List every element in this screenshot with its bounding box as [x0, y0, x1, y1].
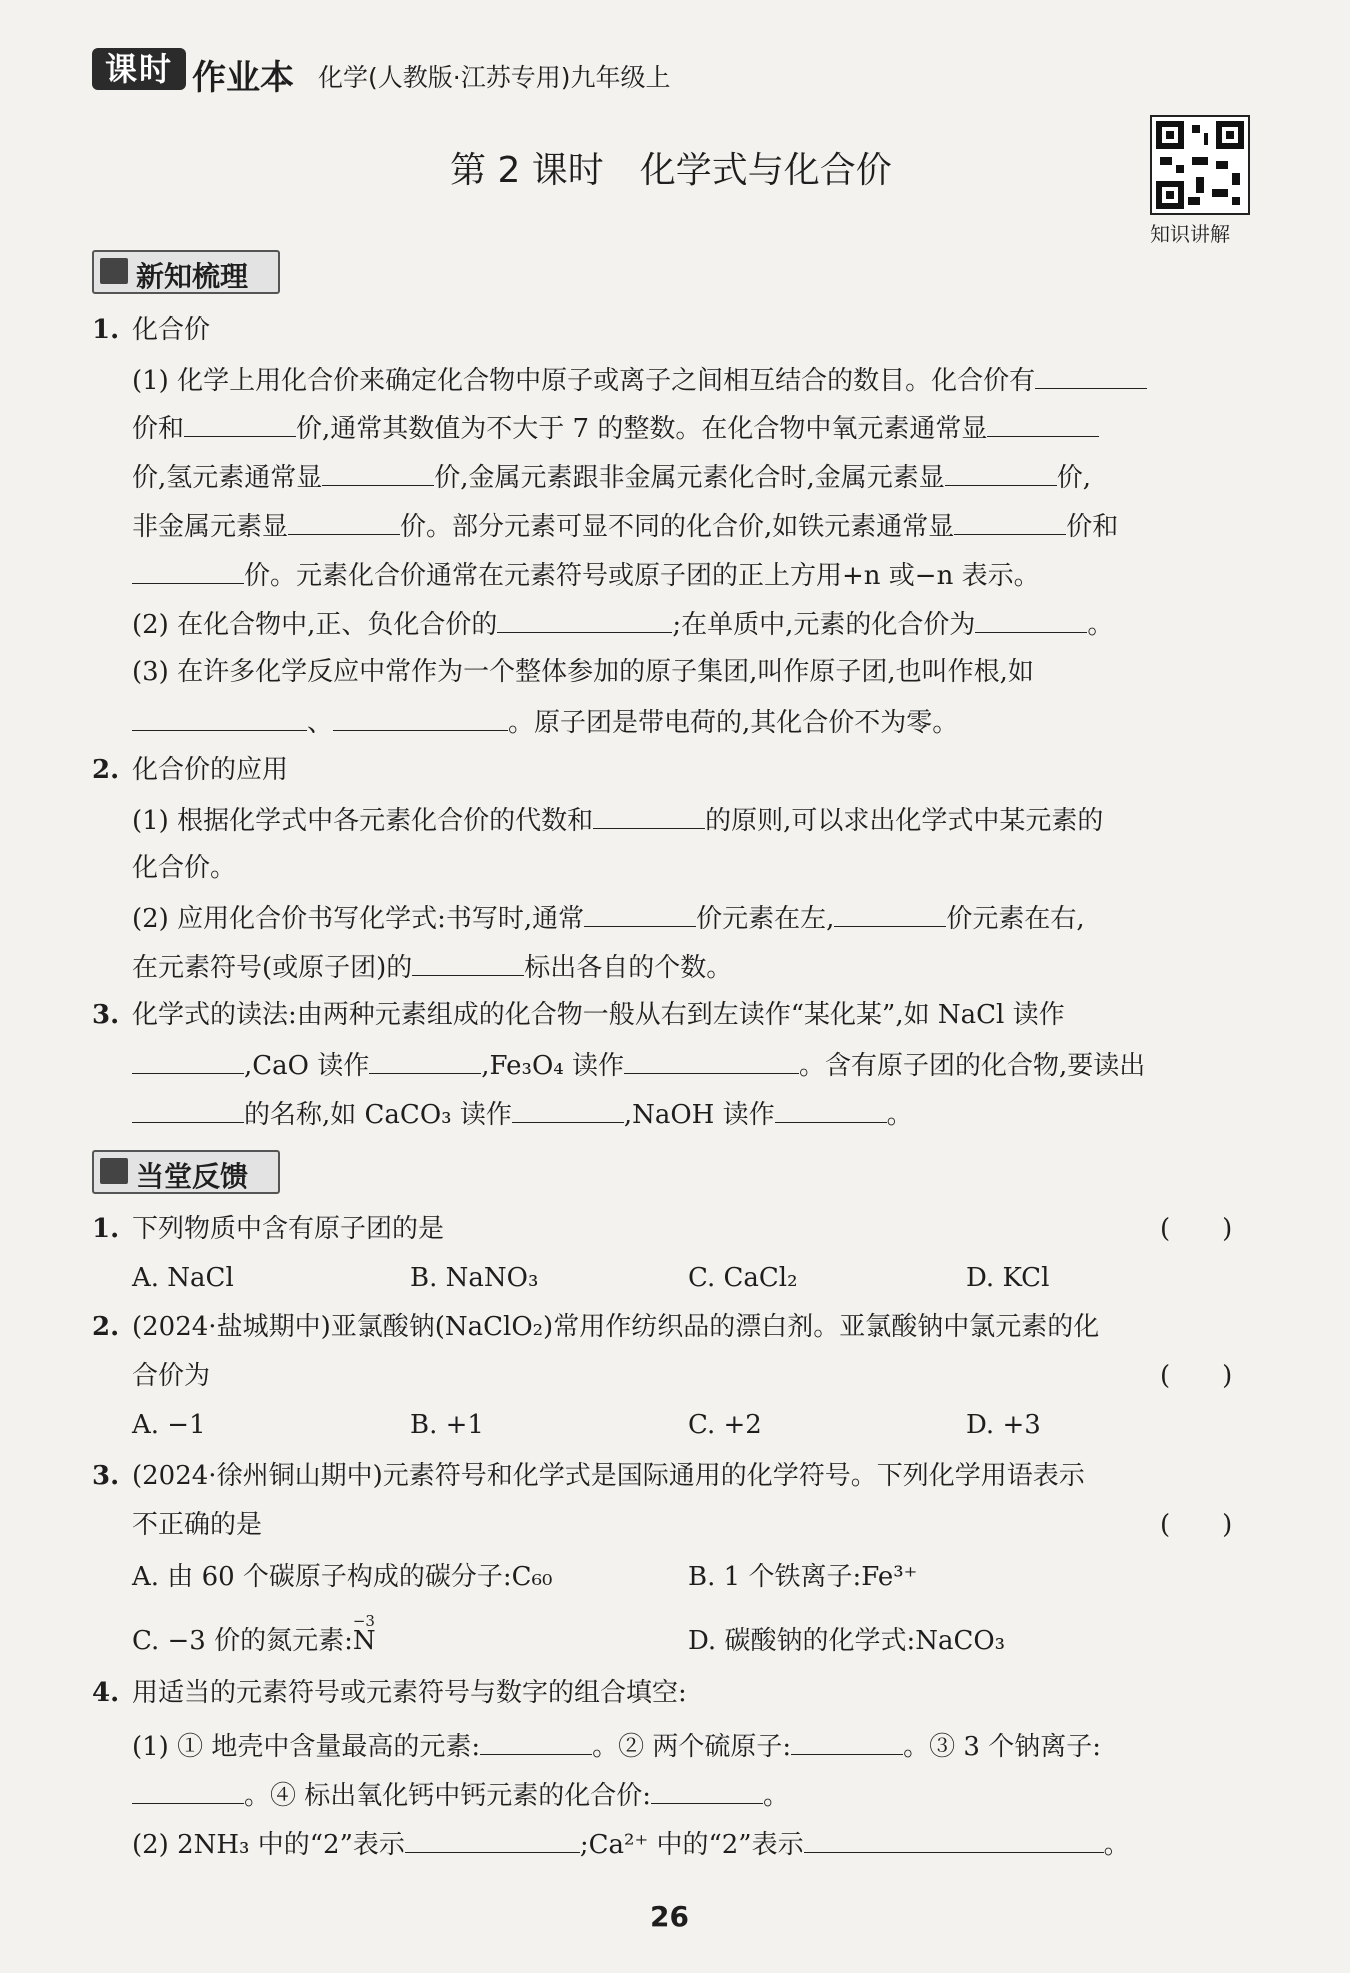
fill-blank[interactable]: [132, 704, 307, 731]
text-line: 价。元素化合价通常在元素符号或原子团的正上方用+n 或−n 表示。: [132, 557, 1040, 593]
option-c[interactable]: C. CaCl₂: [688, 1263, 798, 1293]
brand-title: 作业本: [192, 58, 294, 98]
text-line: (1) 化学上用化合价来确定化合物中原子或离子之间相互结合的数目。化合价有: [132, 362, 1147, 398]
text-line: (2) 2NH₃ 中的“2”表示 ;Ca²⁺ 中的“2”表示 。: [132, 1826, 1130, 1862]
lesson-title: 第 2 课时 化学式与化合价: [450, 150, 892, 191]
section-heading-label: 当堂反馈: [136, 1160, 249, 1193]
text-line: 、 。原子团是带电荷的,其化合价不为零。: [132, 704, 958, 740]
fill-blank[interactable]: [333, 704, 508, 731]
question-stem: 下列物质中含有原子团的是: [132, 1214, 445, 1244]
fill-blank[interactable]: [975, 606, 1087, 633]
option-c[interactable]: C. −3 价的氮元素: −3 N: [132, 1624, 376, 1658]
fill-blank[interactable]: [497, 606, 672, 633]
fill-blank[interactable]: [987, 410, 1099, 437]
fill-blank[interactable]: [651, 1777, 763, 1804]
fill-blank[interactable]: [945, 459, 1057, 486]
fill-blank[interactable]: [132, 1096, 244, 1123]
section-heading-feedback: [92, 1150, 280, 1194]
fill-blank[interactable]: [132, 1777, 244, 1804]
text-line: 化学式的读法:由两种元素组成的化合物一般从右到左读作“某化某”,如 NaCl 读作: [132, 1000, 1065, 1030]
fill-blank[interactable]: [412, 949, 524, 976]
answer-bracket[interactable]: ( ): [1160, 1510, 1233, 1540]
text-line: 。④ 标出氧化钙中钙元素的化合价: 。: [132, 1777, 789, 1813]
option-c[interactable]: C. +2: [688, 1410, 762, 1440]
qr-label: 知识讲解: [1150, 222, 1230, 246]
question-stem: 用适当的元素符号或元素符号与数字的组合填空:: [132, 1678, 687, 1708]
option-b[interactable]: B. NaNO₃: [410, 1263, 539, 1293]
fill-blank[interactable]: [132, 1047, 244, 1074]
text-line: 价和 价,通常其数值为不大于 7 的整数。在化合物中氧元素通常显: [132, 410, 1099, 446]
question-number: 3.: [92, 1000, 120, 1030]
qr-code-icon[interactable]: [1150, 115, 1250, 215]
fill-blank[interactable]: [405, 1826, 580, 1853]
fill-blank[interactable]: [322, 459, 434, 486]
question-number: 1.: [92, 1214, 120, 1244]
question-stem: (2024·徐州铜山期中)元素符号和化学式是国际通用的化学符号。下列化学用语表示: [132, 1461, 1085, 1491]
charge-superscript: −3: [352, 1612, 375, 1630]
question-number: 2.: [92, 755, 120, 785]
fill-blank[interactable]: [593, 802, 705, 829]
question-number: 3.: [92, 1461, 120, 1491]
question-stem: (2024·盐城期中)亚氯酸钠(NaClO₂)常用作纺织品的漂白剂。亚氯酸钠中氯元素的化: [132, 1312, 1100, 1342]
fill-blank[interactable]: [480, 1728, 592, 1755]
question-stem: 不正确的是: [132, 1510, 263, 1540]
answer-bracket[interactable]: ( ): [1160, 1214, 1233, 1244]
text-line: (3) 在许多化学反应中常作为一个整体参加的原子集团,叫作原子团,也叫作根,如: [132, 657, 1034, 687]
pencil-icon: [100, 1158, 128, 1184]
option-d[interactable]: D. +3: [966, 1410, 1041, 1440]
book-icon: [100, 258, 128, 284]
question-number: 4.: [92, 1678, 120, 1708]
fill-blank[interactable]: [369, 1047, 481, 1074]
text-line: (1) 根据化学式中各元素化合价的代数和 的原则,可以求出化学式中某元素的: [132, 802, 1103, 838]
text-line: 的名称,如 CaCO₃ 读作 ,NaOH 读作 。: [132, 1096, 913, 1132]
fill-blank[interactable]: [624, 1047, 799, 1074]
fill-blank[interactable]: [288, 508, 400, 535]
fill-blank[interactable]: [804, 1826, 1104, 1853]
option-a[interactable]: A. −1: [132, 1410, 206, 1440]
section-heading-label: 新知梳理: [136, 260, 249, 293]
question-title: 化合价: [132, 315, 211, 345]
text-line: 化合价。: [132, 853, 237, 883]
question-number: 2.: [92, 1312, 120, 1342]
fill-blank[interactable]: [512, 1096, 624, 1123]
text-line: (2) 应用化合价书写化学式:书写时,通常 价元素在左, 价元素在右,: [132, 900, 1085, 936]
section-heading-new-knowledge: [92, 250, 280, 294]
question-stem: 合价为: [132, 1361, 211, 1391]
fill-blank[interactable]: [954, 508, 1066, 535]
text-line: 非金属元素显 价。部分元素可显不同的化合价,如铁元素通常显 价和: [132, 508, 1118, 544]
option-d[interactable]: D. KCl: [966, 1263, 1050, 1293]
fill-blank[interactable]: [184, 410, 296, 437]
answer-bracket[interactable]: ( ): [1160, 1361, 1233, 1391]
page-number: 26: [650, 1900, 689, 1933]
text-line: ,CaO 读作 ,Fe₃O₄ 读作 。含有原子团的化合物,要读出: [132, 1047, 1145, 1083]
text-line: (2) 在化合物中,正、负化合价的 ;在单质中,元素的化合价为 。: [132, 606, 1113, 642]
text-line: 在元素符号(或原子团)的 标出各自的个数。: [132, 949, 732, 985]
option-a[interactable]: A. 由 60 个碳原子构成的碳分子:C₆₀: [132, 1562, 553, 1592]
text-line: (1) ① 地壳中含量最高的元素: 。② 两个硫原子: 。③ 3 个钠离子:: [132, 1728, 1101, 1764]
question-number: 1.: [92, 315, 120, 345]
question-title: 化合价的应用: [132, 755, 289, 785]
fill-blank[interactable]: [584, 900, 696, 927]
option-b[interactable]: B. +1: [410, 1410, 484, 1440]
option-b[interactable]: B. 1 个铁离子:Fe³⁺: [688, 1562, 918, 1592]
fill-blank[interactable]: [775, 1096, 887, 1123]
option-d[interactable]: D. 碳酸钠的化学式:NaCO₃: [688, 1626, 1006, 1656]
fill-blank[interactable]: [834, 900, 946, 927]
text-line: 价,氢元素通常显 价,金属元素跟非金属元素化合时,金属元素显 价,: [132, 459, 1091, 495]
fill-blank[interactable]: [791, 1728, 903, 1755]
option-a[interactable]: A. NaCl: [132, 1263, 234, 1293]
fill-blank[interactable]: [1035, 362, 1147, 389]
book-subtitle: 化学(人教版·江苏专用)九年级上: [318, 63, 671, 92]
brand-logo: 课时: [92, 48, 186, 90]
fill-blank[interactable]: [132, 557, 244, 584]
